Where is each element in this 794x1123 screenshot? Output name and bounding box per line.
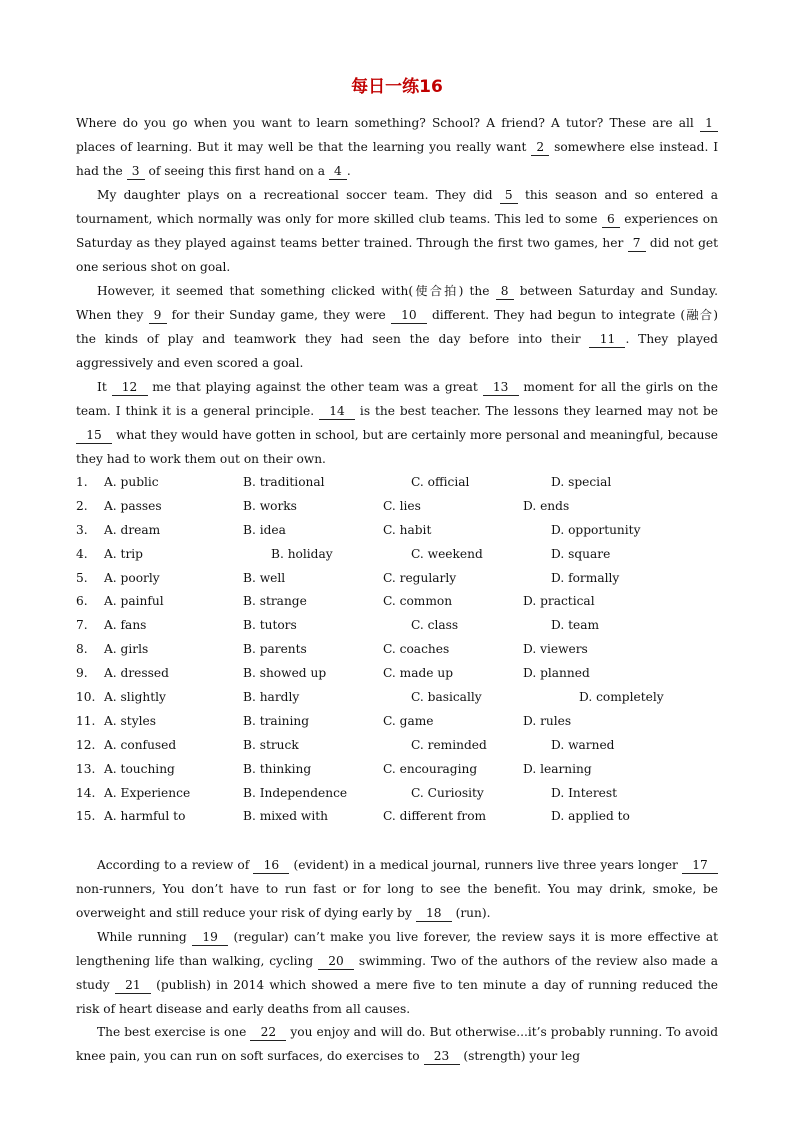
option-b: B. traditional <box>243 475 325 489</box>
option-c: C. encouraging <box>383 761 478 776</box>
passage-text: (strength) your leg <box>459 1049 581 1063</box>
question-number: 12. <box>76 737 96 752</box>
answer-blank: 16 <box>253 857 289 874</box>
question-number: 7. <box>76 618 88 633</box>
option-row <box>76 686 718 710</box>
answer-blank: 2 <box>531 139 549 156</box>
passage-text: The best exercise is one <box>97 1025 251 1039</box>
passage-text: for their Sunday game, they were <box>166 308 391 322</box>
option-d: D. planned <box>523 666 590 681</box>
option-a: A. poorly <box>104 570 160 585</box>
question-number: 13. <box>76 761 96 776</box>
option-d: D. Interest <box>551 785 618 800</box>
option-d: D. special <box>551 475 612 489</box>
passage2-paragraph-3 <box>76 1020 718 1068</box>
answer-blank: 1 <box>700 115 718 132</box>
option-b: B. strange <box>243 594 307 609</box>
passage-text: different. They had begun to integrate (融合) the kinds of play and teamwork they had seen the day before into their <box>76 308 718 346</box>
answer-blank: 12 <box>112 379 148 396</box>
option-a: A. slightly <box>104 690 166 705</box>
option-b: B. Independence <box>243 785 348 800</box>
passage-text: me that playing against the other team was a great <box>147 380 483 394</box>
option-row <box>76 758 718 782</box>
option-a: A. styles <box>104 713 156 728</box>
option-d: D. applied to <box>551 809 630 824</box>
option-b: B. thinking <box>243 761 312 776</box>
passage1-paragraph-1 <box>76 111 718 183</box>
option-c: C. class <box>411 618 459 633</box>
passage-text: moment for all the girls on the team. I think it is a general principle. <box>76 380 718 418</box>
passage-text: of seeing this first hand on a <box>144 164 329 178</box>
question-number: 6. <box>76 594 88 609</box>
option-c: C. basically <box>411 690 482 705</box>
option-d: D. warned <box>551 737 615 752</box>
answer-blank: 21 <box>115 977 151 994</box>
option-b: B. tutors <box>243 618 297 633</box>
passage-text: (evident) in a medical journal, runners live three years longer <box>289 858 682 872</box>
question-number: 9. <box>76 666 88 681</box>
option-row <box>76 782 718 806</box>
option-b: B. hardly <box>243 690 300 705</box>
option-a: A. painful <box>104 594 164 609</box>
passage-text: is the best teacher. The lessons they learned may not be <box>355 404 718 418</box>
option-c: C. different from <box>383 809 487 824</box>
passage1-paragraph-2 <box>76 183 718 279</box>
answer-blank: 19 <box>192 929 228 946</box>
passage-text: experiences on Saturday as they played against teams better trained. Through the first two games, her <box>76 212 718 250</box>
passage-text: My daughter plays on a recreational soccer team. They did <box>97 188 500 202</box>
question-number: 1. <box>76 475 88 489</box>
answer-blank: 15 <box>76 427 112 444</box>
option-c: C. made up <box>383 666 454 681</box>
option-row <box>76 614 718 638</box>
option-a: A. harmful to <box>104 809 186 824</box>
option-row <box>76 495 718 519</box>
passage-text: (publish) in 2014 which showed a mere five to ten minute a day of running reduced the risk of heart disease and early deaths from all causes. <box>76 978 719 1016</box>
option-a: A. touching <box>104 761 175 776</box>
passage-text: It <box>97 380 112 394</box>
option-c: C. official <box>411 475 470 489</box>
passage1-paragraph-3 <box>76 279 718 375</box>
option-d: D. formally <box>551 570 620 585</box>
option-b: B. struck <box>243 737 299 752</box>
option-b: B. parents <box>243 642 307 657</box>
passage-text: places of learning. But it may well be that the learning you really want <box>76 140 532 154</box>
answer-blank: 10 <box>391 307 427 324</box>
option-d: D. learning <box>523 761 592 776</box>
option-d: D. ends <box>523 498 570 513</box>
answer-blank: 8 <box>496 283 514 300</box>
answer-blank: 14 <box>319 403 355 420</box>
answer-blank: 9 <box>149 307 167 324</box>
answer-blank: 17 <box>682 857 718 874</box>
option-a: A. fans <box>104 618 147 633</box>
option-row <box>76 543 718 567</box>
question-number: 10. <box>76 690 96 705</box>
passage-text: (run). <box>451 906 491 920</box>
option-row <box>76 519 718 543</box>
option-c: C. Curiosity <box>411 785 484 800</box>
option-a: A. dream <box>104 522 161 537</box>
option-b: B. works <box>243 498 297 513</box>
option-row <box>76 471 718 495</box>
question-number: 14. <box>76 785 96 800</box>
answer-blank: 23 <box>424 1048 460 1065</box>
passage-text: While running <box>97 930 193 944</box>
option-row <box>76 590 718 614</box>
option-b: B. well <box>243 570 286 585</box>
option-a: A. passes <box>104 498 162 513</box>
option-row <box>76 805 718 829</box>
passage-text: According to a review of <box>97 858 254 872</box>
answer-blank: 5 <box>500 187 518 204</box>
option-c: C. reminded <box>411 737 487 752</box>
option-c: C. common <box>383 594 453 609</box>
option-c: C. regularly <box>383 570 457 585</box>
option-b: B. showed up <box>243 666 327 681</box>
option-a: A. trip <box>104 546 143 561</box>
option-b: B. mixed with <box>243 809 328 824</box>
passage-text: However, it seemed that something clicked with(使合拍) the <box>97 284 496 298</box>
option-row <box>76 567 718 591</box>
option-row <box>76 710 718 734</box>
passage-text: (regular) can’t make you live forever, the review says it is more effective at lengthening life than walking, cycling <box>76 930 718 968</box>
option-a: A. public <box>104 475 159 489</box>
passage-text: . They played aggressively and even scored a goal. <box>76 332 718 370</box>
question-number: 15. <box>76 809 96 824</box>
question-number: 11. <box>76 713 96 728</box>
options-list <box>76 471 718 829</box>
option-a: A. Experience <box>104 785 191 800</box>
passage-text: non-runners, You don’t have to run fast or for long to see the benefit. You may drink, smoke, be overweight and still reduce your risk of dying early by <box>76 882 718 920</box>
answer-blank: 7 <box>628 235 646 252</box>
option-row <box>76 734 718 758</box>
option-c: C. lies <box>383 498 421 513</box>
question-number: 3. <box>76 522 88 537</box>
option-a: A. dressed <box>104 666 169 681</box>
option-row <box>76 662 718 686</box>
passage-text: this season and so entered a tournament, which normally was only for more skilled club teams. This led to some <box>76 188 718 226</box>
passage1-paragraph-4 <box>76 375 718 471</box>
answer-blank: 4 <box>329 163 347 180</box>
answer-blank: 11 <box>589 331 625 348</box>
option-d: D. opportunity <box>551 522 641 537</box>
option-a: A. girls <box>104 642 149 657</box>
passage-text: between Saturday and Sunday. When they <box>76 284 718 322</box>
passage2-paragraph-1 <box>76 853 718 925</box>
question-number: 8. <box>76 642 88 657</box>
passage-text: Where do you go when you want to learn something? School? A friend? A tutor? These are all <box>76 116 700 130</box>
passage-text: somewhere else instead. I had the <box>76 140 719 178</box>
option-d: D. practical <box>523 594 595 609</box>
option-b: B. idea <box>243 522 286 537</box>
answer-blank: 6 <box>602 211 620 228</box>
answer-blank: 20 <box>318 953 354 970</box>
passage-text: you enjoy and will do. But otherwise...it’s probably running. To avoid knee pain, you can run on soft surfaces, do exercises to <box>76 1025 719 1063</box>
option-a: A. confused <box>104 737 177 752</box>
page-title: 每日一练16 <box>351 77 443 97</box>
passage-text: did not get one serious shot on goal. <box>76 236 719 274</box>
option-c: C. habit <box>383 522 432 537</box>
passage-text: swimming. Two of the authors of the review also made a study <box>76 954 718 992</box>
option-c: C. game <box>383 713 434 728</box>
answer-blank: 22 <box>250 1024 286 1041</box>
passage-text: . <box>346 164 351 178</box>
option-d: D. completely <box>579 690 664 705</box>
answer-blank: 3 <box>127 163 145 180</box>
option-b: B. holiday <box>271 546 333 561</box>
passage-text: what they would have gotten in school, but are certainly more personal and meaningful, because they had to work them out on their own. <box>76 428 718 466</box>
option-b: B. training <box>243 713 309 728</box>
answer-blank: 18 <box>416 905 452 922</box>
option-d: D. team <box>551 618 600 633</box>
option-d: D. viewers <box>523 642 588 657</box>
question-number: 2. <box>76 498 88 513</box>
option-c: C. coaches <box>383 642 450 657</box>
option-d: D. rules <box>523 713 572 728</box>
passage2-paragraph-2 <box>76 925 718 1021</box>
answer-blank: 13 <box>483 379 519 396</box>
option-d: D. square <box>551 546 611 561</box>
option-c: C. weekend <box>411 546 483 561</box>
question-number: 5. <box>76 570 88 585</box>
option-row <box>76 638 718 662</box>
question-number: 4. <box>76 546 88 561</box>
